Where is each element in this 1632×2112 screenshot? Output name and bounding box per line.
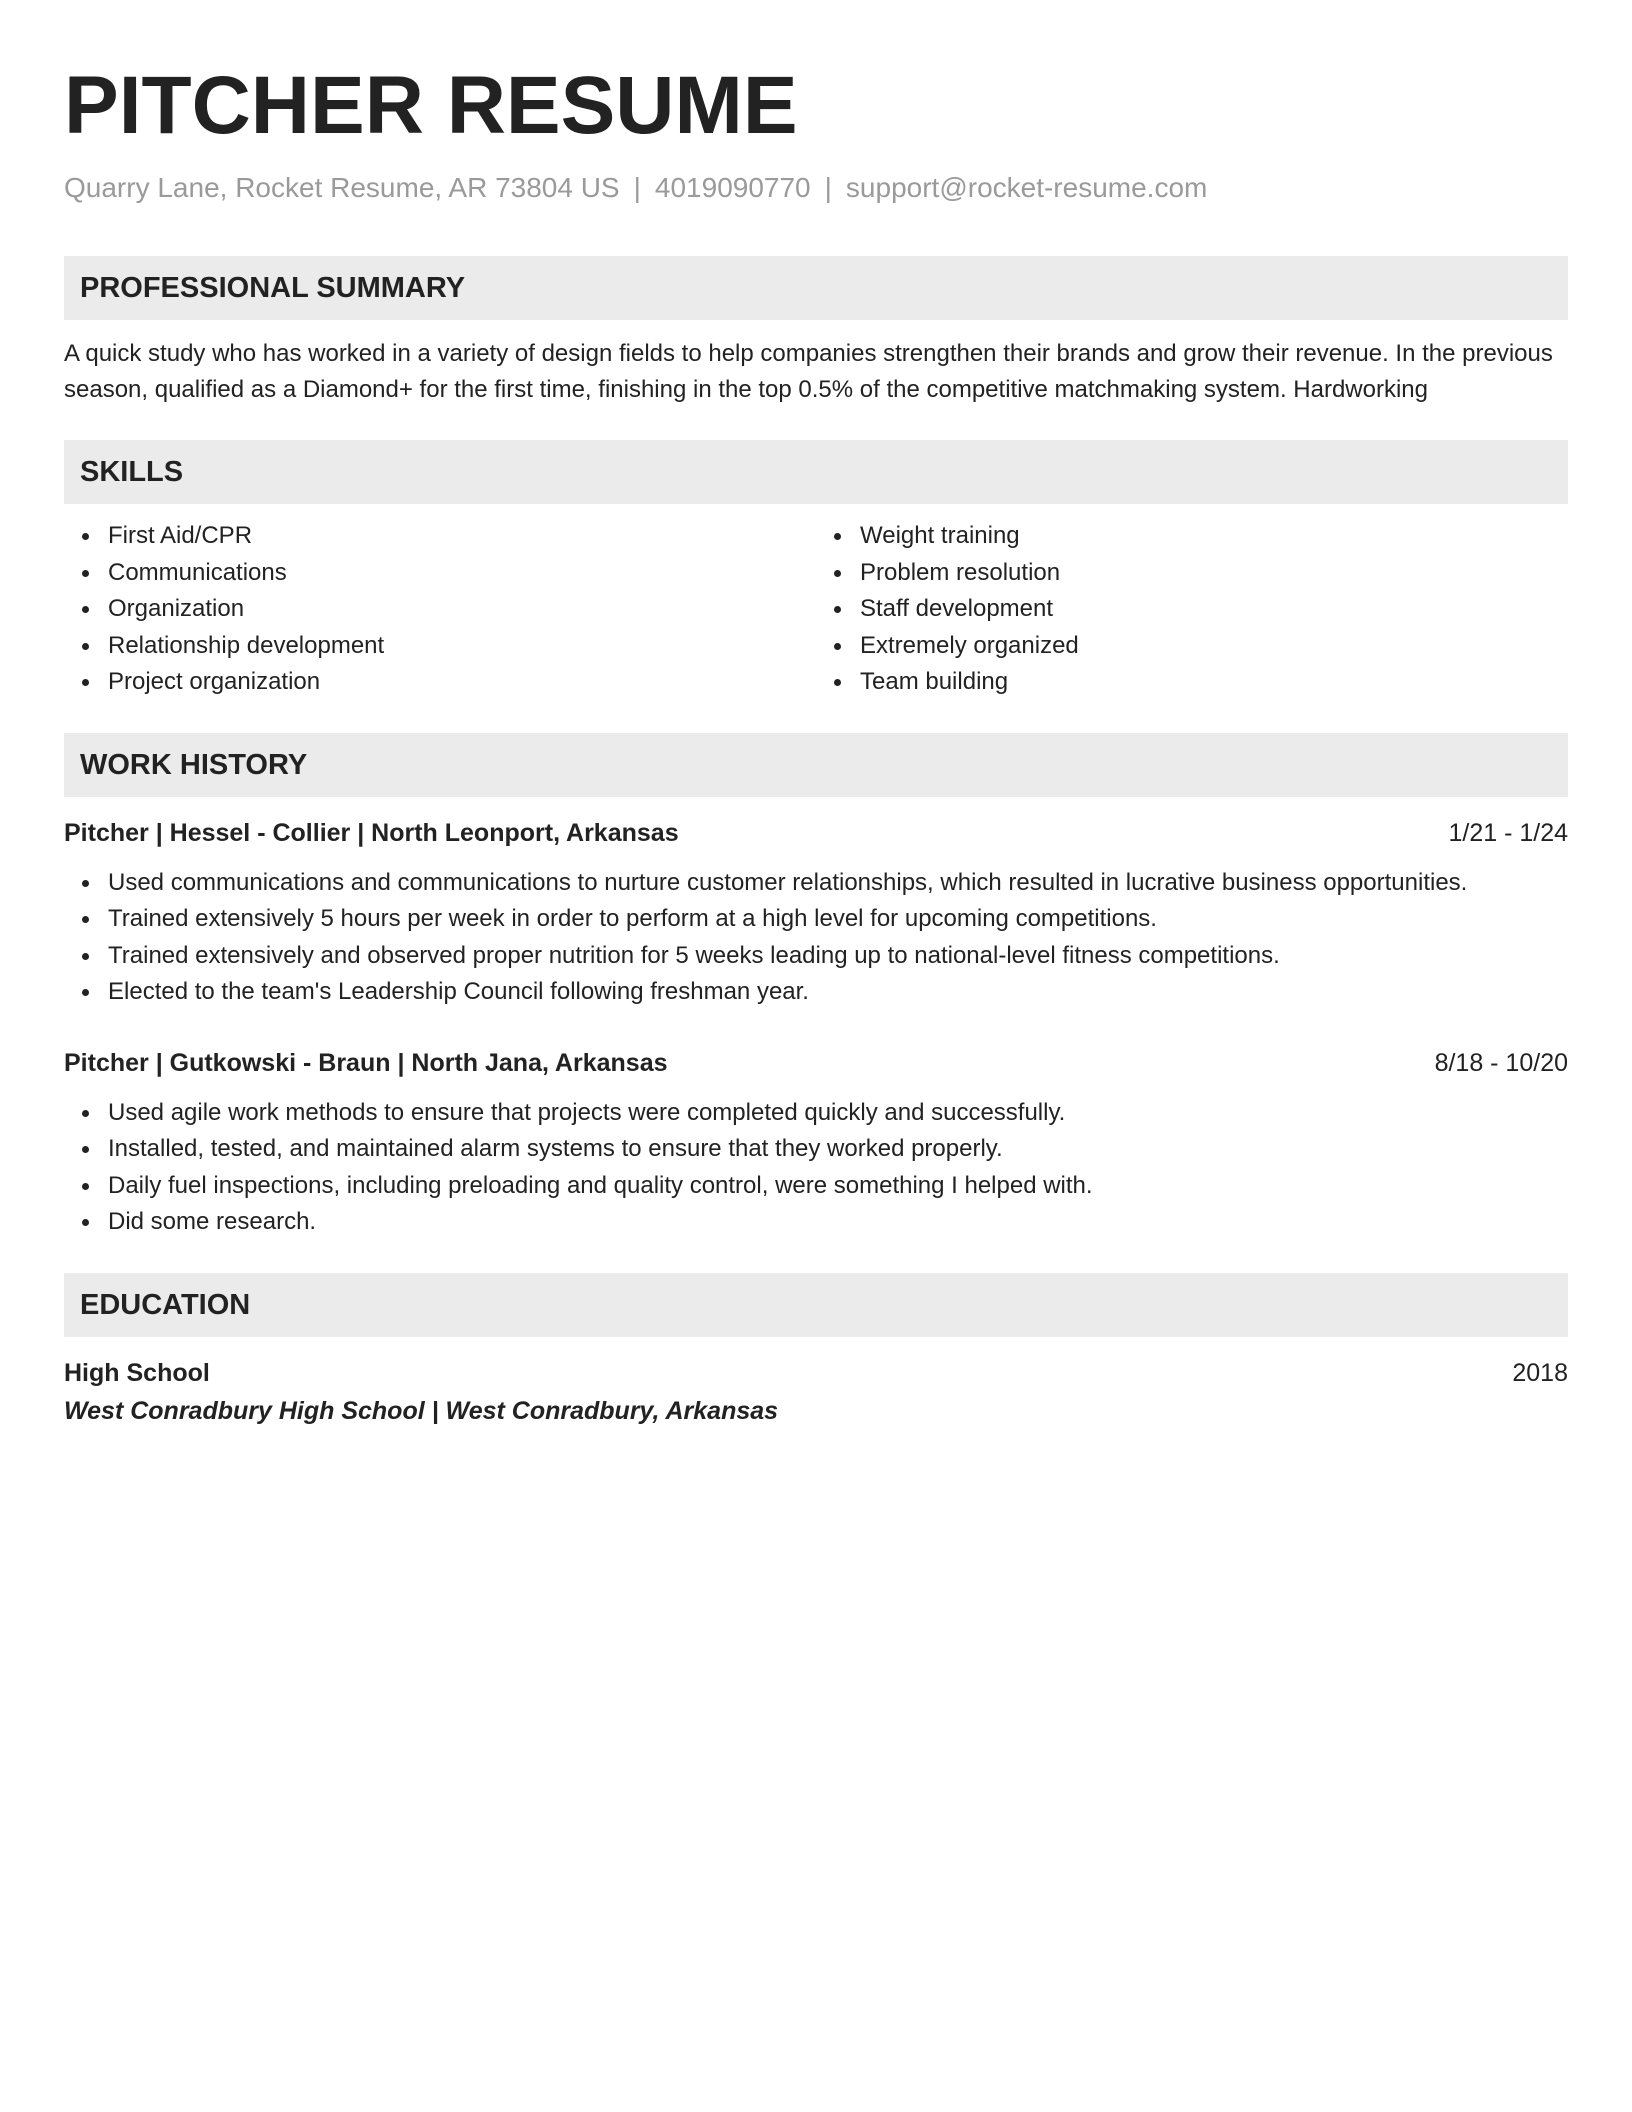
- skill-item: Project organization: [108, 664, 816, 701]
- job-dates: 8/18 - 10/20: [1434, 1048, 1568, 1077]
- job-title: Pitcher | Hessel - Collier | North Leonport, Arkansas: [64, 818, 679, 847]
- contact-phone: 4019090770: [654, 172, 811, 203]
- job-bullets: [64, 1095, 1568, 1241]
- job-title: Pitcher | Gutkowski - Braun | North Jana, Arkansas: [64, 1048, 668, 1077]
- skill-item: Relationship development: [108, 628, 816, 665]
- skill-item: First Aid/CPR: [108, 518, 816, 555]
- job-bullet: Trained extensively and observed proper nutrition for 5 weeks leading up to national-level fitness competitions.: [108, 938, 1568, 975]
- job-heading: [64, 815, 1568, 851]
- contact-line: [64, 170, 1568, 206]
- section-header-work-history: WORK HISTORY: [64, 733, 1568, 797]
- job-bullet: Trained extensively 5 hours per week in order to perform at a high level for upcoming competitions.: [108, 901, 1568, 938]
- skills-grid: [64, 518, 1568, 701]
- education-year: 2018: [1512, 1358, 1568, 1387]
- job-entry: [64, 1045, 1568, 1241]
- contact-separator: |: [633, 172, 641, 203]
- skill-item: Staff development: [860, 591, 1568, 628]
- education-school: West Conradbury High School | West Conradbury, Arkansas: [64, 1396, 779, 1425]
- education-entry: [64, 1355, 1568, 1431]
- education-degree: High School: [64, 1358, 210, 1387]
- resume-name: PITCHER RESUME: [64, 60, 798, 151]
- section-header-skills: SKILLS: [64, 440, 1568, 504]
- job-bullet: Did some research.: [108, 1204, 1568, 1241]
- skills-column-right: [816, 518, 1568, 701]
- skills-column-left: [64, 518, 816, 701]
- skill-item: Communications: [108, 555, 816, 592]
- skill-item: Weight training: [860, 518, 1568, 555]
- skill-item: Extremely organized: [860, 628, 1568, 665]
- section-header-summary: PROFESSIONAL SUMMARY: [64, 256, 1568, 320]
- job-bullet: Elected to the team's Leadership Council following freshman year.: [108, 974, 1568, 1011]
- contact-separator: |: [824, 172, 832, 203]
- job-bullet: Daily fuel inspections, including preloading and quality control, were something I helped with.: [108, 1168, 1568, 1205]
- contact-email: support@rocket-resume.com: [845, 172, 1208, 203]
- skill-item: Problem resolution: [860, 555, 1568, 592]
- skill-item: Team building: [860, 664, 1568, 701]
- job-dates: 1/21 - 1/24: [1448, 818, 1568, 847]
- section-header-education: EDUCATION: [64, 1273, 1568, 1337]
- skill-item: Organization: [108, 591, 816, 628]
- education-heading: [64, 1355, 1568, 1391]
- job-bullets: [64, 865, 1568, 1011]
- job-entry: [64, 815, 1568, 1011]
- job-bullet: Used agile work methods to ensure that projects were completed quickly and successfully.: [108, 1095, 1568, 1132]
- job-heading: [64, 1045, 1568, 1081]
- contact-address: Quarry Lane, Rocket Resume, AR 73804 US: [64, 172, 620, 203]
- summary-text: A quick study who has worked in a variety of design fields to help companies strengthen their brands and grow their revenue. In the previous season, qualified as a Diamond+ for the first time, finishing in the top 0.5% of the competitive matchmaking system. Hardworking: [64, 340, 1553, 403]
- job-bullet: Installed, tested, and maintained alarm systems to ensure that they worked properly.: [108, 1131, 1568, 1168]
- job-bullet: Used communications and communications to nurture customer relationships, which resulted in lucrative business opportunities.: [108, 865, 1568, 902]
